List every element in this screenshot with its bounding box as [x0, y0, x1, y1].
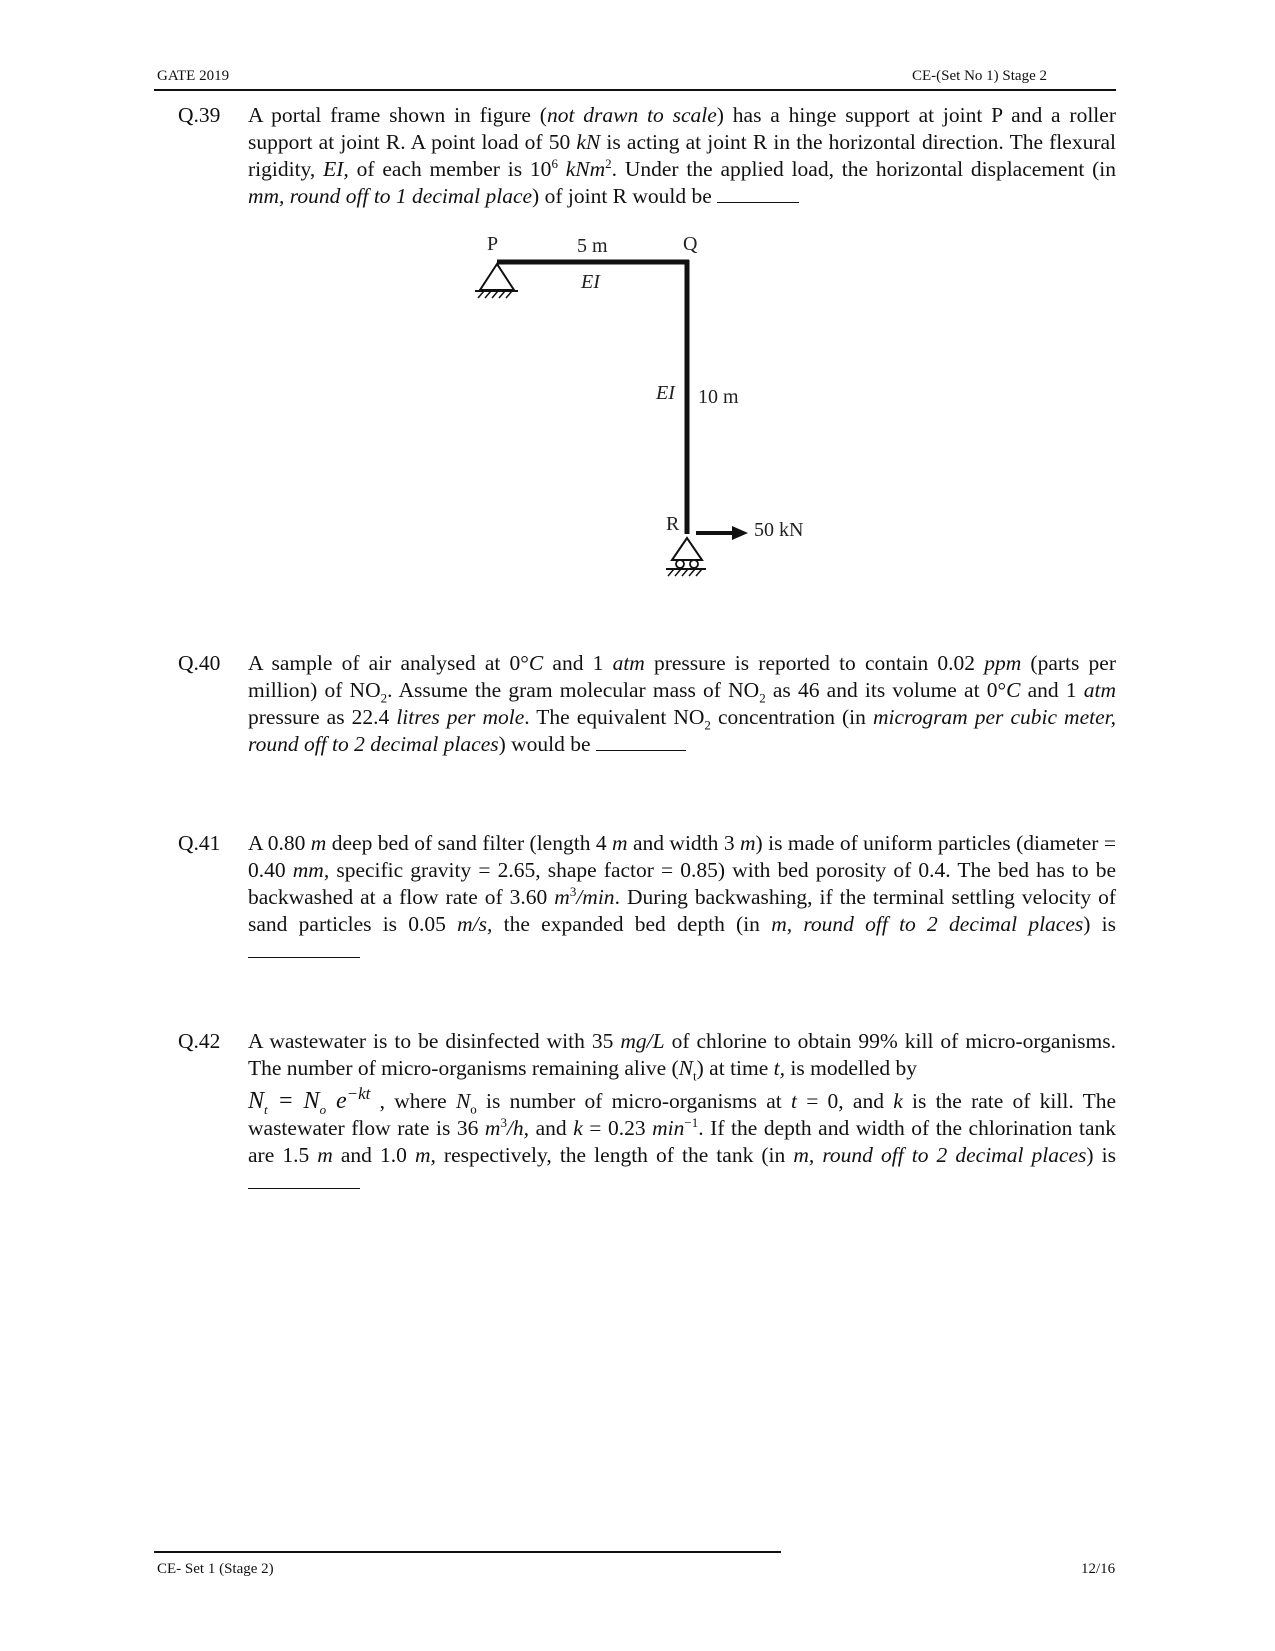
answer-blank: [717, 201, 799, 203]
label-load-50kn: 50 kN: [754, 519, 804, 541]
label-column-ei: EI: [656, 382, 675, 404]
question-42: [178, 1028, 1116, 1196]
label-joint-q: Q: [683, 233, 698, 255]
question-41: [178, 830, 1116, 965]
header-exam-title: GATE 2019: [157, 68, 230, 84]
question-39-number: Q.39: [178, 103, 221, 127]
label-span-5m: 5 m: [577, 235, 608, 257]
load-arrow-icon: [696, 526, 748, 540]
header-paper-code: CE-(Set No 1) Stage 2: [912, 68, 1047, 84]
question-39-text: A portal frame shown in figure (not drawn to scale) has a hinge support at joint P and a roller support at joint R. A point load of 50 kN is acting at joint R in the horizontal direction. The flexural rigidity, EI, of each member is $10^6$ kNm$^2$. Under the applied load, the horizontal displacement (in mm, round off to 1 decimal place) of joint R would be: [248, 103, 1117, 208]
label-joint-r: R: [666, 513, 680, 535]
footer-set-label: CE- Set 1 (Stage 2): [157, 1561, 274, 1577]
question-41-text: A 0.80 m deep bed of sand filter (length 4 m and width 3 m) is made of uniform particles (diameter = 0.40 mm, specific gravity = 2.65, shape factor = 0.85) with bed porosity of 0.4. The bed has to be backwashed at a flow rate of 3.60 $m^3/\min$. During backwashing, if the terminal settling velocity of sand particles is 0.05 m/s, the expanded bed depth (in m, round off to 2 decimal places) is: [248, 830, 1116, 965]
question-40-text: A sample of air analysed at 0°C and 1 atm pressure is reported to contain 0.02 ppm (parts per million) of $NO_2$. Assume the gram molecular mass of $NO_2$ as 46 and its volume at 0°C and 1 atm pressure as 22.4 litres per mole. The equivalent $NO_2$ concentration (in microgram per cubic meter, round off to 2 decimal places) would be: [248, 651, 1117, 756]
equation-line: $N_t = N_o$ $e^{-kt}$ , where $N_o$ is number of micro-organisms at t = 0, and k is the rate of kill. The wastewater flow rate is 36 $m^3/h$, and k = 0.23 $\min^{-1}$. If the depth and width of the chlorination tank are 1.5 m and 1.0 m, respectively, the length of the tank (in m, round off to 2 decimal places) is: [248, 1088, 1116, 1196]
question-40: [178, 650, 1116, 758]
label-joint-p: P: [487, 233, 499, 255]
question-40-number: Q.40: [178, 651, 221, 675]
portal-frame-figure: [480, 233, 880, 618]
question-42-text: A wastewater is to be disinfected with 35 mg/L of chlorine to obtain 99% kill of micro-organisms. The number of micro-organisms remaining alive $(N_t)$ at time t, is modelled by $N_t = N_o$ $e^{-kt}$ , where $N_o$ is number of micro-organisms at t = 0, and k is the rate of kill. The wastewater flow rate is 36 $m^3/h$, and k = 0.23 $\min^{-1}$. If the depth and width of the chlorination tank are 1.5 m and 1.0 m, respectively, the length of the tank (in m, round off to 2 decimal places) is: [248, 1028, 1116, 1196]
footer-page-number: 12/16: [1081, 1561, 1116, 1577]
hinge-support-icon: [475, 264, 518, 298]
footer-divider: [154, 1551, 781, 1553]
question-41-number: Q.41: [178, 831, 221, 855]
header-divider: [154, 89, 1116, 91]
answer-blank: [596, 749, 686, 751]
label-height-10m: 10 m: [698, 386, 739, 408]
question-39: [178, 102, 1116, 210]
kill-rate-equation: $N_t = N_o$ $e^{-kt}$: [248, 1084, 371, 1117]
answer-blank: [248, 956, 360, 958]
roller-support-icon: [666, 538, 706, 576]
answer-blank: [248, 1187, 360, 1189]
label-beam-ei: EI: [581, 271, 600, 293]
portal-frame-diagram: [480, 233, 880, 618]
question-42-number: Q.42: [178, 1029, 221, 1053]
